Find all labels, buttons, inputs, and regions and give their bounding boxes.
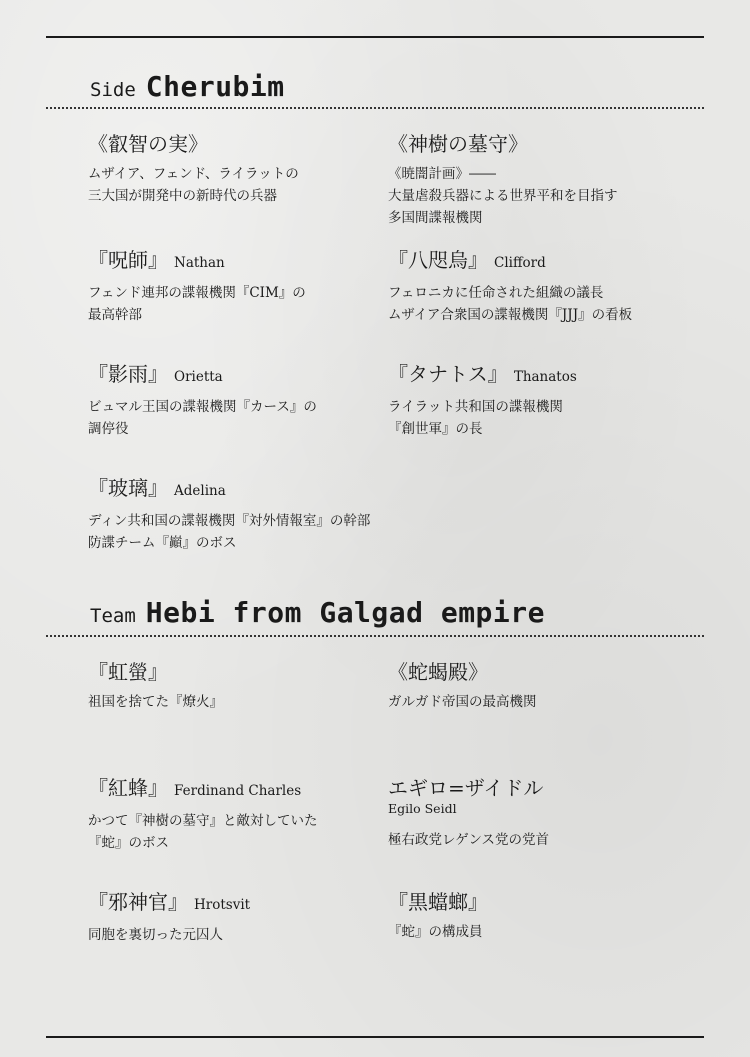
- entry-desc: 祖国を捨てた『燎火』: [88, 694, 223, 710]
- entry-english-name: Orietta: [174, 369, 223, 385]
- entry-desc: ライラット共和国の諜報機関 『創世軍』の長: [388, 399, 563, 437]
- entry-egilo-seidl: [388, 776, 688, 851]
- entry-english-name: Thanatos: [513, 369, 577, 385]
- entry-name: 『呪師』: [88, 248, 168, 272]
- entry-desc: ガルガド帝国の最高機関: [388, 694, 537, 710]
- section-divider: [46, 635, 704, 637]
- entry-clifford: [388, 248, 708, 326]
- entry-dakatsuden: [388, 660, 688, 713]
- entry-desc: ビュマル王国の諜報機関『カース』の 調停役: [88, 399, 317, 437]
- entry-desc: ディン共和国の諜報機関『対外情報室』の幹部 防諜チーム『巓』のボス: [88, 513, 371, 551]
- entry-desc: 極右政党レゲンス党の党首: [388, 832, 550, 848]
- entry-english-name: Hrotsvit: [194, 897, 251, 913]
- entry-name: 『影雨』: [88, 362, 168, 386]
- entry-name: 『八咫烏』: [388, 248, 488, 272]
- section-prefix: Team: [90, 605, 136, 627]
- entry-kurokamakiri: [388, 890, 688, 943]
- entry-name: 『玻璃』: [88, 476, 168, 500]
- entry-name: エギロ=ザイドル: [388, 776, 544, 800]
- entry-desc: ムザイア、フェンド、ライラットの 三大国が開発中の新時代の兵器: [88, 166, 299, 204]
- entry-name: 『黒蟷螂』: [388, 890, 488, 914]
- entry-english-name: Nathan: [174, 255, 225, 271]
- entry-name: 『邪神官』: [88, 890, 188, 914]
- bottom-rule: [46, 1036, 704, 1038]
- entry-desc: フェロニカに任命された組織の議長 ムザイア合衆国の諜報機関『JJJ』の看板: [388, 285, 633, 323]
- entry-desc: フェンド連邦の諜報機関『CIM』の 最高幹部: [88, 285, 306, 323]
- entry-name: 『タナトス』: [388, 362, 508, 386]
- section-title-cherubim: [90, 70, 285, 103]
- section-heading: Cherubim: [145, 70, 285, 103]
- entry-desc: 同胞を裏切った元囚人: [88, 927, 223, 943]
- entry-shinju-no-hakamori: [388, 132, 688, 229]
- entry-adelina: [88, 476, 508, 554]
- section-divider: [46, 107, 704, 109]
- entry-nijibotaru: [88, 660, 388, 713]
- entry-orietta: [88, 362, 388, 440]
- section-title-hebi: [90, 596, 545, 629]
- entry-name: 『紅蜂』: [88, 776, 168, 800]
- top-rule: [46, 36, 704, 38]
- entry-ferdinand-charles: [88, 776, 388, 854]
- entry-eichi-no-mi: [88, 132, 388, 207]
- entry-name: 《叡智の実》: [88, 132, 208, 156]
- section-heading: Hebi from Galgad empire: [145, 596, 545, 629]
- entry-english-name: Clifford: [494, 255, 546, 271]
- entry-english-name: Egilo Seidl: [388, 801, 457, 816]
- entry-name: 《神樹の墓守》: [388, 132, 528, 156]
- entry-english-name: Adelina: [174, 483, 226, 499]
- entry-desc: 《暁闇計画》―― 大量虐殺兵器による世界平和を目指す 多国間諜報機関: [388, 166, 618, 226]
- entry-hrotsvit: [88, 890, 388, 946]
- entry-thanatos: [388, 362, 688, 440]
- entry-english-name: Ferdinand Charles: [174, 783, 302, 799]
- entry-name: 《蛇蝎殿》: [388, 660, 488, 684]
- entry-nathan: [88, 248, 388, 326]
- section-prefix: Side: [90, 79, 136, 101]
- entry-name: 『虹螢』: [88, 660, 168, 684]
- entry-desc: 『蛇』の構成員: [388, 924, 483, 940]
- entry-desc: かつて『神樹の墓守』と敵対していた 『蛇』のボス: [88, 813, 318, 851]
